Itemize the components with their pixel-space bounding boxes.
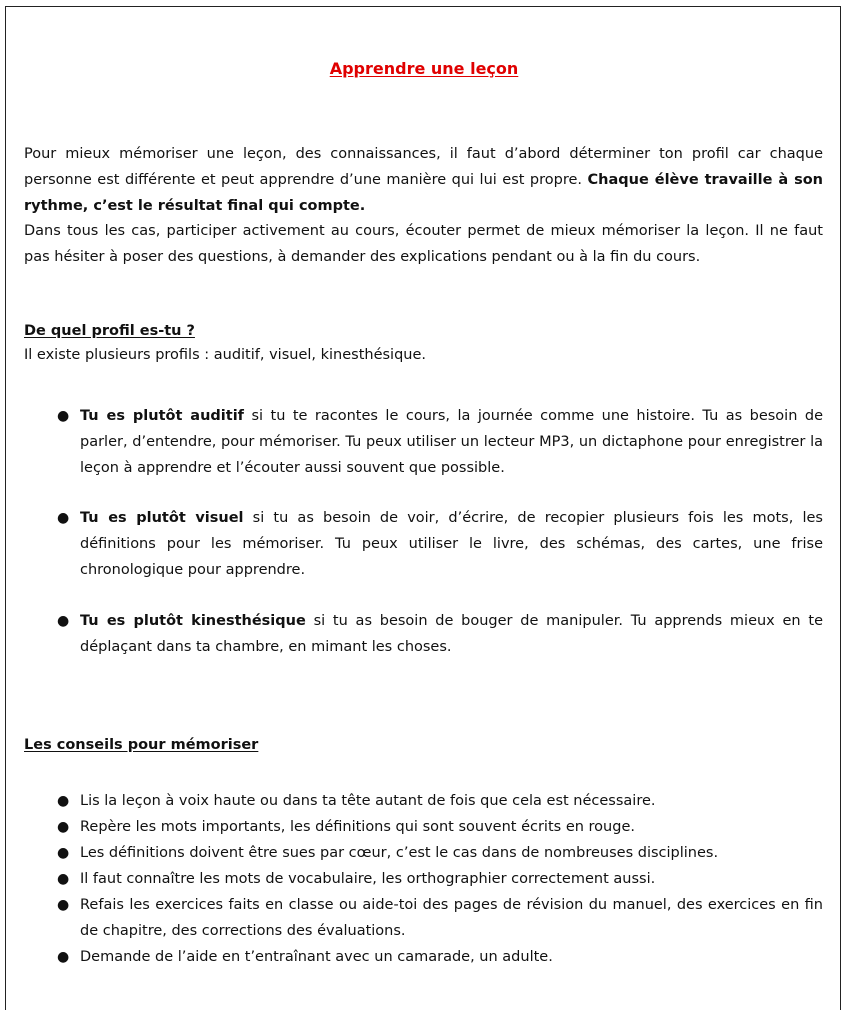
item-bold: Tu es plutôt kinesthésique: [80, 612, 306, 629]
item-text: Repère les mots importants, les définitions qui sont souvent écrits en rouge.: [80, 819, 635, 835]
list-item: [24, 892, 823, 944]
list-item: [24, 404, 823, 481]
bullet-icon: ●: [57, 897, 70, 913]
item-text: Il faut connaître les mots de vocabulaire, les orthographier correctement aussi.: [80, 871, 656, 887]
list-item: [24, 506, 823, 583]
bullet-icon: ●: [57, 612, 70, 629]
list-item: [24, 788, 823, 814]
item-text: Refais les exercices faits en classe ou aide-toi des pages de révision du manuel, des exercices en fin de chapitre, des corrections des évaluations.: [80, 897, 823, 939]
list-item: [24, 814, 823, 840]
bullet-icon: ●: [57, 845, 70, 861]
conseils-section-header: [24, 733, 823, 757]
intro-text: Pour mieux mémoriser une leçon, des connaissances, il faut d’abord déterminer ton profil car chaque personne est différente et peut apprendre d’une manière qui lui est propre.: [24, 146, 823, 188]
conseils-list: [24, 788, 823, 970]
intro-paragraph-2: Dans tous les cas, participer activement au cours, écouter permet de mieux mémoriser la leçon. Il ne faut pas hésiter à poser des questions, à demander des explications pendant ou à la fin du cours.: [24, 223, 823, 266]
conseils-heading: Les conseils pour mémoriser: [24, 737, 259, 753]
bullet-icon: ●: [57, 871, 70, 887]
profil-subtitle: Il existe plusieurs profils : auditif, visuel, kinesthésique.: [24, 347, 426, 363]
profil-heading: De quel profil es-tu ?: [24, 323, 195, 339]
bullet-icon: ●: [57, 408, 70, 424]
item-text: Lis la leçon à voix haute ou dans ta tête autant de fois que cela est nécessaire.: [80, 793, 656, 809]
document-page: [5, 6, 841, 1010]
page-title: Apprendre une leçon: [329, 59, 519, 78]
list-item: [24, 840, 823, 866]
bullet-icon: ●: [57, 819, 70, 835]
list-item: [24, 609, 823, 661]
item-bold: Tu es plutôt visuel: [80, 510, 244, 527]
list-item: [24, 866, 823, 892]
item-text: si tu as besoin de bouger de manipuler. Tu apprends mieux en te déplaçant dans ta chambre, en mimant les choses.: [80, 612, 823, 655]
item-text: si tu as besoin de voir, d’écrire, de recopier plusieurs fois les mots, les définitions pour les mémoriser. Tu peux utiliser le livre, des schémas, des cartes, une frise chronologique pour apprendre.: [80, 510, 823, 578]
item-text: Les définitions doivent être sues par cœur, c’est le cas dans de nombreuses disciplines.: [80, 845, 719, 861]
item-text: si tu te racontes le cours, la journée comme une histoire. Tu as besoin de parler, d’entendre, pour mémoriser. Tu peux utiliser un lecteur MP3, un dictaphone pour enregistrer la leçon à apprendre et l’écouter aussi souvent que possible.: [80, 408, 823, 476]
intro-paragraph-1: [24, 142, 823, 219]
bullet-icon: ●: [57, 793, 70, 809]
intro-bold-text: Chaque élève travaille à son rythme, c’est le résultat final qui compte.: [24, 171, 824, 214]
profil-section-header: [24, 319, 823, 369]
bullet-icon: ●: [57, 510, 70, 527]
intro-section: [24, 142, 823, 271]
item-text: Demande de l’aide en t’entraînant avec un camarade, un adulte.: [80, 949, 553, 965]
profil-list: [24, 404, 823, 660]
list-item: [24, 944, 823, 970]
bullet-icon: ●: [57, 949, 70, 965]
item-bold: Tu es plutôt auditif: [80, 408, 244, 424]
